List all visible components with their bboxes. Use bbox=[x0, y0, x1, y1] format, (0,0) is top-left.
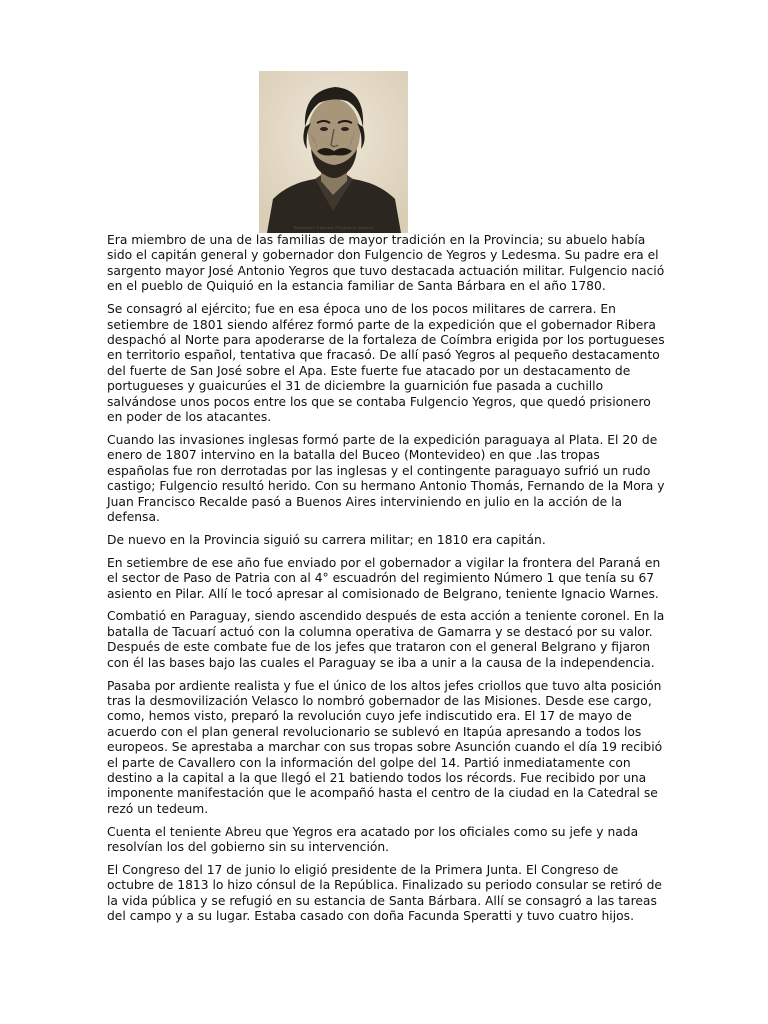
paragraph: El Congreso del 17 de junio lo eligió presidente de la Primera Junta. El Congreso de octubre de 1813 lo hizo cónsul de la República. Finalizado su periodo consular se retiró de la vida pública y se refugió en su estancia de Santa Bárbara. Allí se consagró a las tareas del campo y a su lugar. Estaba casado con doña Facunda Speratti y tuvo cuatro hijos. bbox=[107, 863, 662, 924]
paragraph: Se consagró al ejército; fue en esa época uno de los pocos militares de carrera. En setiembre de 1801 siendo alférez formó parte de la expedición que el gobernador Ribera despachó al Norte para apoderarse de la fortaleza de Coímbra erigida por los portugueses en territorio español, tentativa que fracasó. De allí pasó Yegros al pequeño destacamento del fuerte de San José sobre el Apa. Este fuerte fue atacado por un destacamento de portugueses y guaicurúes el 31 de diciembre la guarnición fue pasada a cuchillo salvándose unos pocos entre los que se contaba Fulgencio Yegros, que quedó prisionero en poder de los atacantes. bbox=[107, 302, 665, 424]
paragraph: En setiembre de ese año fue enviado por el gobernador a vigilar la frontera del Paraná en el sector de Paso de Patria con al 4° escuadrón del regimiento Número 1 que tenía su 67 asiento en Pilar. Allí le tocó apresar al comisionado de Belgrano, teniente Ignacio Warnes. bbox=[107, 555, 661, 601]
paragraph: Cuando las invasiones inglesas formó parte de la expedición paraguaya al Plata. El 20 de enero de 1807 intervino en la batalla del Buceo (Montevideo) en que .las tropas españolas fue ron derrotadas por las inglesas y el contingente paraguayo sufrió un rudo castigo; Fulgencio resultó herido. Con su hermano Antonio Thomás, Fernando de la Mora y Juan Francisco Recalde pasó a Buenos Aires interviniendo en julio en la acción de la defensa. bbox=[107, 432, 665, 524]
paragraph: De nuevo en la Provincia siguió su carrera militar; en 1810 era capitán. bbox=[107, 532, 546, 547]
article-body bbox=[107, 233, 665, 932]
paragraph: Pasaba por ardiente realista y fue el único de los altos jefes criollos que tuvo alta posición tras la desmovilización Velasco lo nombró gobernador de las Misiones. Desde ese cargo, como, hemos visto, preparó la revolución cuyo jefe indiscutido era. El 17 de mayo de acuerdo con el plan general revolucionario se sublevó en Itapúa apresando a todos los europeos. Se aprestaba a marchar con sus tropas sobre Asunción cuando el día 19 recibió el parte de Cavallero con la información del golpe del 14. Partió inmediatamente con destino a la capital a la que llegó el 21 batiendo todos los récords. Fue recibido por una imponente manifestación que le acompañó hasta el centro de la ciudad en la Catedral se rezó un tedeum. bbox=[107, 678, 663, 816]
paragraph: Cuenta el teniente Abreu que Yegros era acatado por los oficiales como su jefe y nada resolvían los del gobierno sin su intervención. bbox=[107, 824, 639, 855]
portrait-caption: Brigadier General Fulgencio Yegros bbox=[293, 225, 374, 230]
portrait-engraving bbox=[259, 71, 408, 233]
portrait-image bbox=[259, 71, 408, 233]
paragraph: Combatió en Paraguay, siendo ascendido después de esta acción a teniente coronel. En la batalla de Tacuarí actuó con la columna operativa de Gamarra y se destacó por su valor. Después de este combate fue de los jefes que trataron con el general Belgrano y fijaron con él las bases bajo las cuales el Paraguay se iba a unir a la causa de la independencia. bbox=[107, 609, 665, 670]
paragraph: Era miembro de una de las familias de mayor tradición en la Provincia; su abuelo había sido el capitán general y gobernador don Fulgencio de Yegros y Ledesma. Su padre era el sargento mayor José Antonio Yegros que tuvo destacada actuación militar. Fulgencio nació en el pueblo de Quiquió en la estancia familiar de Santa Bárbara en el año 1780. bbox=[107, 233, 665, 294]
